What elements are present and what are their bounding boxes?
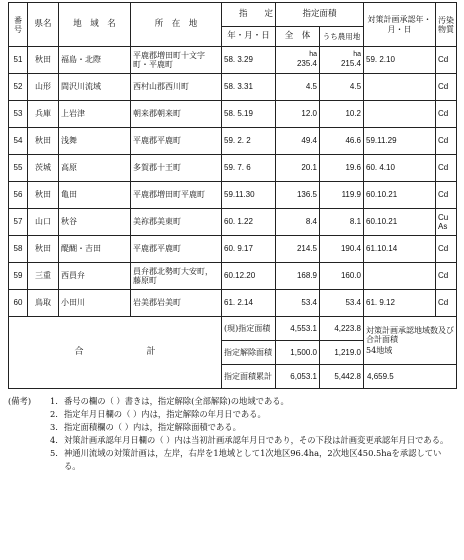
summary-body	[9, 317, 457, 389]
cell-no: 52	[9, 74, 28, 101]
note-text: 指定面積欄の（ ）内は，指定解除面積である。	[64, 422, 241, 432]
cell-pollutant: Cd	[436, 290, 457, 317]
cell-plan: 61.10.14	[364, 236, 436, 263]
cell-pref: 茨城	[28, 155, 59, 182]
cell-pref: 山形	[28, 74, 59, 101]
cell-date: 58. 5.19	[222, 101, 276, 128]
notes-list	[8, 395, 456, 473]
summary-current-farm: 4,223.8	[320, 317, 364, 341]
note-text: 神通川流域の対策計画は，左岸，右岸を1地域として1次地区96.4ha，2次地区450.5haを承認している。	[64, 448, 442, 471]
cell-location: 平鹿郡増田町平鹿町	[131, 182, 222, 209]
table-body	[9, 47, 457, 317]
cell-pref: 秋田	[28, 47, 59, 74]
note-item	[8, 421, 456, 434]
cell-region: 浅舞	[59, 128, 131, 155]
note-text: 番号の欄の（ ）書きは，指定解除(全部解除)の地域である。	[64, 396, 289, 406]
cell-total: 12.0	[276, 101, 320, 128]
cell-pollutant: Cu As	[436, 209, 457, 236]
cell-region: 高原	[59, 155, 131, 182]
table-row	[9, 236, 457, 263]
header-pref: 県名	[28, 3, 59, 47]
cell-value: 215.4	[340, 59, 362, 69]
cell-total: 168.9	[276, 263, 320, 290]
cell-farm: 4.5	[320, 74, 364, 101]
cell-location: 員弁郡北勢町大安町，藤原町	[131, 263, 222, 290]
cell-plan	[364, 101, 436, 128]
cell-date: 60.12.20	[222, 263, 276, 290]
unit-label: ha	[309, 51, 317, 59]
cell-farm: 8.1	[320, 209, 364, 236]
cell-no: 59	[9, 263, 28, 290]
table-row	[9, 47, 457, 74]
designation-table	[8, 2, 457, 389]
summary-plan-area: 4,659.5	[364, 365, 457, 389]
cell-pref: 鳥取	[28, 290, 59, 317]
cell-total: 53.4	[276, 290, 320, 317]
cell-farm: 119.9	[320, 182, 364, 209]
cell-no: 53	[9, 101, 28, 128]
table-row	[9, 128, 457, 155]
summary-current-label: (現)指定面積	[222, 317, 276, 341]
header-designation-date: 年・月・日	[222, 27, 276, 47]
cell-plan	[364, 74, 436, 101]
note-text: 対策計画承認年月日欄の（ ）内は当初計画承認年月日であり，その下段は計画変更承認年月日である。	[64, 435, 449, 445]
cell-plan	[364, 263, 436, 290]
header-area-farm: うち農用地	[320, 27, 364, 47]
cell-pref: 秋田	[28, 236, 59, 263]
page	[8, 2, 456, 473]
note-head	[8, 421, 50, 434]
table-row	[9, 290, 457, 317]
cell-pollutant: Cd	[436, 182, 457, 209]
header-designation: 指 定	[222, 3, 276, 27]
cell-pollutant: Cd	[436, 101, 457, 128]
cell-no: 57	[9, 209, 28, 236]
cell-region: 醍醐・吉田	[59, 236, 131, 263]
cell-region: 上岩津	[59, 101, 131, 128]
summary-current-total: 4,553.1	[276, 317, 320, 341]
cell-date: 59. 2. 2	[222, 128, 276, 155]
cell-no: 51	[9, 47, 28, 74]
cell-date: 59. 7. 6	[222, 155, 276, 182]
cell-region: 秋谷	[59, 209, 131, 236]
cell-total: 4.5	[276, 74, 320, 101]
cell-plan: 59. 2.10	[364, 47, 436, 74]
cell-pollutant: Cd	[436, 128, 457, 155]
note-head	[8, 447, 50, 473]
cell-farm: 160.0	[320, 263, 364, 290]
cell-farm: 19.6	[320, 155, 364, 182]
cell-date: 59.11.30	[222, 182, 276, 209]
note-head: (備考)	[8, 396, 32, 406]
cell-pref: 山口	[28, 209, 59, 236]
cell-region: 間沢川流域	[59, 74, 131, 101]
cell-region: 小田川	[59, 290, 131, 317]
cell-region: 福島・北際	[59, 47, 131, 74]
note-text: 指定年月日欄の（ ）内は，指定解除の年月日である。	[64, 409, 266, 419]
header-plan: 対策計画承認年・月・日	[364, 3, 436, 47]
cell-pref: 秋田	[28, 128, 59, 155]
cell-region: 西員弁	[59, 263, 131, 290]
note-item	[8, 395, 456, 408]
cell-pollutant: Cd	[436, 155, 457, 182]
cell-total	[276, 47, 320, 74]
cell-no: 55	[9, 155, 28, 182]
note-number: 4.	[50, 435, 58, 445]
cell-location: 平鹿郡増田町十文字町・平鹿町	[131, 47, 222, 74]
cell-total: 20.1	[276, 155, 320, 182]
cell-pollutant: Cd	[436, 74, 457, 101]
cell-date: 58. 3.31	[222, 74, 276, 101]
cell-plan: 61. 9.12	[364, 290, 436, 317]
header-no: 番号	[9, 3, 28, 47]
cell-total: 8.4	[276, 209, 320, 236]
cell-value: 235.4	[296, 59, 317, 69]
cell-region: 亀田	[59, 182, 131, 209]
cell-farm: 46.6	[320, 128, 364, 155]
note-head	[8, 408, 50, 421]
summary-plan-label: 対策計画承認地域数及び合計面積	[366, 326, 455, 344]
cell-location: 平鹿郡平鹿町	[131, 236, 222, 263]
table-row	[9, 74, 457, 101]
header-area: 指定面積	[276, 3, 364, 27]
header-location: 所 在 地	[131, 3, 222, 47]
table-row	[9, 155, 457, 182]
cell-no: 54	[9, 128, 28, 155]
cell-plan: 60.10.21	[364, 182, 436, 209]
cell-pref: 兵庫	[28, 101, 59, 128]
cell-date: 60. 1.22	[222, 209, 276, 236]
summary-plan-count: 54地域	[366, 346, 393, 355]
cell-total: 49.4	[276, 128, 320, 155]
summary-cumulative-total: 6,053.1	[276, 365, 320, 389]
cell-pref: 秋田	[28, 182, 59, 209]
cell-date: 61. 2.14	[222, 290, 276, 317]
header-region: 地 域 名	[59, 3, 131, 47]
cell-location: 美祢郡美東町	[131, 209, 222, 236]
cell-plan: 59.11.29	[364, 128, 436, 155]
summary-cumulative-farm: 5,442.8	[320, 365, 364, 389]
summary-plan-cell	[364, 317, 457, 365]
table-row	[9, 101, 457, 128]
cell-location: 多賀郡十王町	[131, 155, 222, 182]
cell-total: 136.5	[276, 182, 320, 209]
cell-plan: 60. 4.10	[364, 155, 436, 182]
summary-released-label: 指定解除面積	[222, 341, 276, 365]
cell-total: 214.5	[276, 236, 320, 263]
cell-location: 平鹿郡平鹿町	[131, 128, 222, 155]
cell-location: 岩美郡岩美町	[131, 290, 222, 317]
note-number: 5.	[50, 448, 58, 458]
note-number: 2.	[50, 409, 58, 419]
cell-date: 60. 9.17	[222, 236, 276, 263]
cell-farm: 10.2	[320, 101, 364, 128]
summary-released-total: 1,500.0	[276, 341, 320, 365]
cell-pollutant: Cd	[436, 236, 457, 263]
table-row	[9, 209, 457, 236]
note-number: 1.	[50, 396, 58, 406]
cell-farm: 53.4	[320, 290, 364, 317]
note-item	[8, 447, 456, 473]
cell-location: 朝来郡朝来町	[131, 101, 222, 128]
table-row	[9, 182, 457, 209]
summary-label: 合 計	[9, 317, 222, 389]
cell-pref: 三重	[28, 263, 59, 290]
cell-no: 60	[9, 290, 28, 317]
cell-no: 56	[9, 182, 28, 209]
note-item	[8, 434, 456, 447]
note-head	[8, 434, 50, 447]
header-pollutant: 汚染物質	[436, 3, 457, 47]
summary-released-farm: 1,219.0	[320, 341, 364, 365]
unit-label: ha	[353, 51, 362, 59]
cell-pollutant: Cd	[436, 47, 457, 74]
note-item	[8, 408, 456, 421]
cell-location: 西村山郡西川町	[131, 74, 222, 101]
cell-farm	[320, 47, 364, 74]
cell-plan: 60.10.21	[364, 209, 436, 236]
cell-no: 58	[9, 236, 28, 263]
notes	[8, 395, 456, 473]
summary-cumulative-label: 指定面積累計	[222, 365, 276, 389]
note-number: 3.	[50, 422, 58, 432]
cell-pollutant: Cd	[436, 263, 457, 290]
cell-date: 58. 3.29	[222, 47, 276, 74]
cell-farm: 190.4	[320, 236, 364, 263]
header-area-total: 全 体	[276, 27, 320, 47]
table-row	[9, 263, 457, 290]
